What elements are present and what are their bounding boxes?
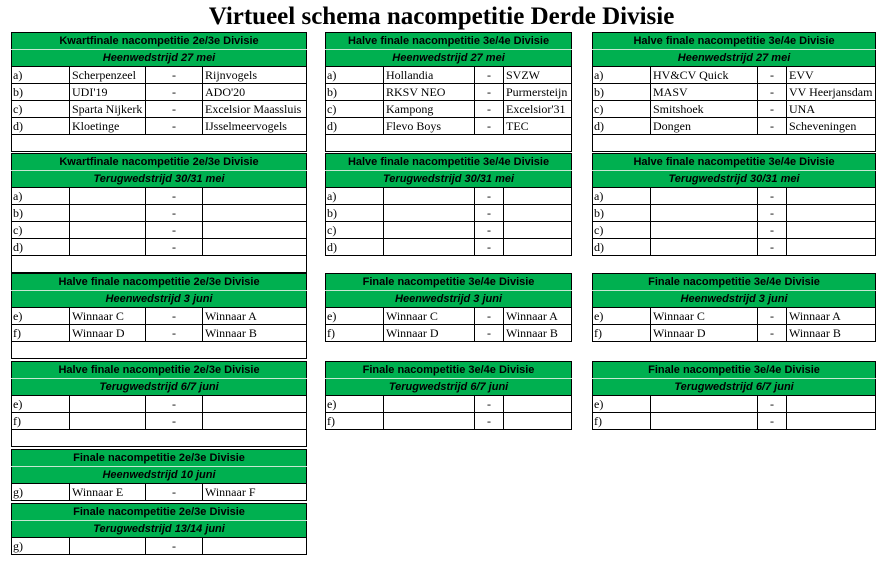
block-subheader-row [593,291,876,308]
home-team: Smitshoek [651,101,758,118]
match-label: b) [12,84,70,101]
home-team: Winnaar C [651,308,758,325]
match-row [593,205,876,222]
match-block [592,273,876,342]
score-separator: - [146,188,203,205]
spacer-row [12,135,307,152]
home-team: Scherpenzeel [70,67,146,84]
spacer-cell [593,135,651,152]
block-header-row [12,33,307,50]
block-subheader-row [593,171,876,188]
match-row [12,484,307,501]
match-date: Terugwedstrijd 6/7 juni [593,379,876,396]
score-separator: - [146,205,203,222]
spacer-cell [146,135,203,152]
away-team: Excelsior'31 [504,101,572,118]
away-team [787,188,876,205]
home-team: Winnaar E [70,484,146,501]
away-team [203,205,307,222]
score-separator: - [758,84,787,101]
block-header-row [12,274,307,291]
block-header: Finale nacompetitie 3e/4e Divisie [326,362,572,379]
match-row [12,205,307,222]
match-label: a) [326,67,384,84]
spacer-row [593,135,876,152]
match-label: c) [593,222,651,239]
away-team: EVV [787,67,876,84]
spacer-cell [146,342,203,359]
away-team [504,188,572,205]
block-header-row [326,274,572,291]
away-team: Winnaar F [203,484,307,501]
block-header: Finale nacompetitie 2e/3e Divisie [12,450,307,467]
away-team [504,239,572,256]
home-team [651,396,758,413]
spacer-row [326,135,572,152]
spacer-cell [146,430,203,447]
match-row [326,67,572,84]
block-header: Halve finale nacompetitie 2e/3e Divisie [12,274,307,291]
block-subheader-row [326,171,572,188]
home-team: HV&CV Quick [651,67,758,84]
home-team [70,239,146,256]
block-header: Halve finale nacompetitie 3e/4e Divisie [326,33,572,50]
match-row [12,308,307,325]
match-date: Terugwedstrijd 6/7 juni [326,379,572,396]
score-separator: - [475,325,504,342]
match-label: e) [326,396,384,413]
block-subheader-row [12,521,307,538]
match-label: d) [326,118,384,135]
score-separator: - [475,67,504,84]
score-separator: - [758,101,787,118]
block-header-row [593,362,876,379]
match-row [12,325,307,342]
match-label: b) [326,84,384,101]
score-separator: - [475,222,504,239]
block-header: Halve finale nacompetitie 2e/3e Divisie [12,362,307,379]
block-header-row [593,154,876,171]
score-separator: - [146,308,203,325]
home-team [651,205,758,222]
match-block [11,273,307,359]
away-team [203,413,307,430]
match-label: f) [593,325,651,342]
block-header-row [12,362,307,379]
block-header-row [326,362,572,379]
home-team [651,188,758,205]
away-team: Winnaar B [504,325,572,342]
match-date: Heenwedstrijd 10 juni [12,467,307,484]
match-label: c) [593,101,651,118]
home-team [384,188,475,205]
home-team [70,205,146,222]
match-row [593,101,876,118]
block-subheader-row [12,171,307,188]
match-label: d) [12,118,70,135]
home-team [70,396,146,413]
away-team [787,222,876,239]
score-separator: - [475,413,504,430]
away-team [203,239,307,256]
score-separator: - [146,118,203,135]
spacer-cell [12,342,70,359]
score-separator: - [146,396,203,413]
away-team: Winnaar A [203,308,307,325]
match-block [11,449,307,501]
block-header-row [12,154,307,171]
home-team [384,222,475,239]
home-team: Dongen [651,118,758,135]
match-block [592,361,876,430]
score-separator: - [146,413,203,430]
away-team: Purmersteijn [504,84,572,101]
score-separator: - [758,413,787,430]
match-label: f) [326,325,384,342]
away-team [203,396,307,413]
home-team: Kampong [384,101,475,118]
match-label: d) [12,239,70,256]
home-team [384,396,475,413]
score-separator: - [146,239,203,256]
score-separator: - [475,308,504,325]
spacer-cell [787,135,876,152]
score-separator: - [475,205,504,222]
block-header: Halve finale nacompetitie 3e/4e Divisie [593,154,876,171]
match-label: f) [12,413,70,430]
home-team [651,239,758,256]
block-subheader-row [12,467,307,484]
match-date: Terugwedstrijd 30/31 mei [593,171,876,188]
block-header-row [12,450,307,467]
away-team: SVZW [504,67,572,84]
block-subheader-row [326,50,572,67]
block-header-row [593,274,876,291]
away-team: VV Heerjansdam [787,84,876,101]
spacer-cell [12,135,70,152]
score-separator: - [758,205,787,222]
away-team: Winnaar B [203,325,307,342]
block-subheader-row [12,291,307,308]
spacer-cell [326,135,384,152]
home-team: Hollandia [384,67,475,84]
score-separator: - [146,101,203,118]
away-team [203,188,307,205]
match-row [12,413,307,430]
match-block [11,153,307,273]
match-block [325,273,572,342]
match-row [593,325,876,342]
home-team [384,239,475,256]
away-team [787,413,876,430]
match-label: e) [593,396,651,413]
home-team [70,538,146,555]
spacer-cell [475,135,504,152]
score-separator: - [146,84,203,101]
home-team: Winnaar D [384,325,475,342]
match-row [326,205,572,222]
match-label: c) [12,101,70,118]
away-team [203,222,307,239]
match-date: Terugwedstrijd 30/31 mei [326,171,572,188]
match-row [593,239,876,256]
block-subheader-row [326,291,572,308]
match-date: Terugwedstrijd 6/7 juni [12,379,307,396]
spacer-cell [651,135,758,152]
block-header-row [326,33,572,50]
match-label: f) [593,413,651,430]
block-header: Finale nacompetitie 3e/4e Divisie [593,362,876,379]
block-header: Finale nacompetitie 3e/4e Divisie [326,274,572,291]
spacer-cell [146,256,203,273]
block-header-row [12,504,307,521]
match-block [325,32,572,152]
away-team [787,396,876,413]
match-label: d) [593,118,651,135]
match-row [12,239,307,256]
home-team: UDI'19 [70,84,146,101]
away-team: Winnaar B [787,325,876,342]
score-separator: - [146,538,203,555]
match-label: d) [326,239,384,256]
match-label: e) [593,308,651,325]
away-team: TEC [504,118,572,135]
home-team [70,222,146,239]
score-separator: - [146,325,203,342]
home-team: Flevo Boys [384,118,475,135]
away-team [504,396,572,413]
match-row [593,222,876,239]
away-team [504,222,572,239]
match-row [326,308,572,325]
match-row [12,118,307,135]
match-label: g) [12,484,70,501]
match-row [593,118,876,135]
score-separator: - [758,67,787,84]
score-separator: - [758,239,787,256]
block-subheader-row [12,50,307,67]
spacer-cell [384,135,475,152]
block-header: Finale nacompetitie 2e/3e Divisie [12,504,307,521]
spacer-cell [70,135,146,152]
match-row [593,188,876,205]
match-block [592,32,876,152]
match-label: a) [593,188,651,205]
away-team: Excelsior Maassluis [203,101,307,118]
home-team: MASV [651,84,758,101]
match-block [11,361,307,447]
home-team [651,413,758,430]
away-team [504,205,572,222]
match-row [12,84,307,101]
block-subheader-row [593,50,876,67]
away-team: UNA [787,101,876,118]
page-title: Virtueel schema nacompetitie Derde Divisie [208,3,675,30]
spacer-row [12,256,307,273]
home-team: Winnaar D [651,325,758,342]
match-row [326,84,572,101]
away-team [504,413,572,430]
block-subheader-row [12,379,307,396]
match-date: Heenwedstrijd 27 mei [593,50,876,67]
score-separator: - [146,484,203,501]
score-separator: - [475,101,504,118]
match-label: a) [12,188,70,205]
match-label: e) [12,396,70,413]
match-block [325,153,572,256]
score-separator: - [146,67,203,84]
score-separator: - [758,222,787,239]
home-team [384,413,475,430]
away-team: Rijnvogels [203,67,307,84]
match-date: Heenwedstrijd 3 juni [12,291,307,308]
match-row [326,239,572,256]
match-block [592,153,876,256]
spacer-cell [203,430,307,447]
home-team [384,205,475,222]
away-team: Winnaar A [504,308,572,325]
spacer-cell [70,342,146,359]
match-label: d) [593,239,651,256]
match-row [326,325,572,342]
match-label: f) [12,325,70,342]
block-subheader-row [593,379,876,396]
match-row [326,101,572,118]
match-row [326,118,572,135]
score-separator: - [758,396,787,413]
score-separator: - [475,118,504,135]
match-date: Terugwedstrijd 13/14 juni [12,521,307,538]
match-block [11,503,307,555]
match-label: b) [593,84,651,101]
home-team: Winnaar C [70,308,146,325]
match-row [593,84,876,101]
away-team: ADO'20 [203,84,307,101]
score-separator: - [146,222,203,239]
score-separator: - [758,308,787,325]
match-label: f) [326,413,384,430]
home-team [70,413,146,430]
away-team [787,239,876,256]
match-label: b) [593,205,651,222]
spacer-cell [203,342,307,359]
home-team: Kloetinge [70,118,146,135]
score-separator: - [475,396,504,413]
spacer-cell [504,135,572,152]
spacer-cell [203,135,307,152]
match-row [12,67,307,84]
match-row [593,308,876,325]
match-date: Terugwedstrijd 30/31 mei [12,171,307,188]
block-header-row [326,154,572,171]
block-header: Finale nacompetitie 3e/4e Divisie [593,274,876,291]
match-row [326,396,572,413]
match-label: c) [12,222,70,239]
block-header: Kwartfinale nacompetitie 2e/3e Divisie [12,33,307,50]
match-row [12,188,307,205]
match-date: Heenwedstrijd 27 mei [326,50,572,67]
match-row [326,222,572,239]
score-separator: - [475,84,504,101]
home-team: RKSV NEO [384,84,475,101]
match-label: e) [326,308,384,325]
home-team: Winnaar D [70,325,146,342]
match-label: e) [12,308,70,325]
match-row [593,413,876,430]
match-block [325,361,572,430]
spacer-cell [12,256,70,273]
away-team: Scheveningen [787,118,876,135]
spacer-cell [70,430,146,447]
score-separator: - [758,325,787,342]
match-label: b) [326,205,384,222]
match-date: Heenwedstrijd 3 juni [593,291,876,308]
match-label: c) [326,222,384,239]
home-team: Winnaar C [384,308,475,325]
score-separator: - [475,188,504,205]
away-team [203,538,307,555]
spacer-cell [758,135,787,152]
spacer-cell [203,256,307,273]
home-team: Sparta Nijkerk [70,101,146,118]
block-header: Halve finale nacompetitie 3e/4e Divisie [593,33,876,50]
match-date: Heenwedstrijd 27 mei [12,50,307,67]
match-label: g) [12,538,70,555]
match-label: a) [12,67,70,84]
spacer-row [12,342,307,359]
score-separator: - [758,188,787,205]
home-team [70,188,146,205]
block-subheader-row [326,379,572,396]
spacer-cell [70,256,146,273]
block-header: Halve finale nacompetitie 3e/4e Divisie [326,154,572,171]
match-row [326,413,572,430]
match-row [326,188,572,205]
match-label: a) [593,67,651,84]
match-block [11,32,307,152]
home-team [651,222,758,239]
match-label: a) [326,188,384,205]
match-label: b) [12,205,70,222]
spacer-row [12,430,307,447]
match-date: Heenwedstrijd 3 juni [326,291,572,308]
block-header: Kwartfinale nacompetitie 2e/3e Divisie [12,154,307,171]
match-row [12,538,307,555]
away-team [787,205,876,222]
match-row [593,67,876,84]
match-row [12,396,307,413]
score-separator: - [758,118,787,135]
away-team: IJsselmeervogels [203,118,307,135]
spacer-cell [12,430,70,447]
match-row [12,101,307,118]
block-header-row [593,33,876,50]
score-separator: - [475,239,504,256]
match-row [593,396,876,413]
match-label: c) [326,101,384,118]
away-team: Winnaar A [787,308,876,325]
match-row [12,222,307,239]
